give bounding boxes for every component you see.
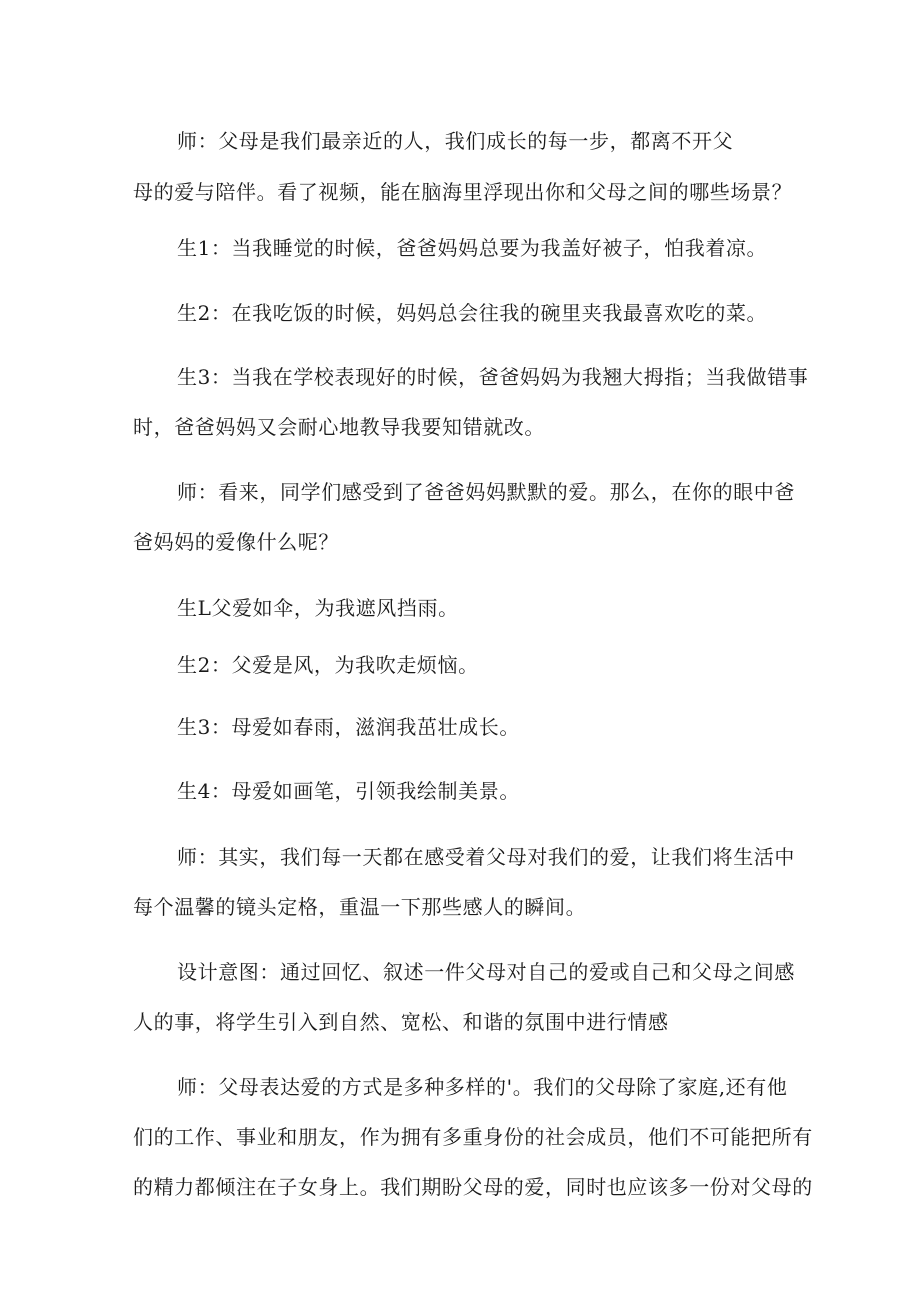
paragraph-line: 人的事，将学生引入到自然、宽松、和谐的氛围中进行情感: [133, 1010, 669, 1034]
paragraph-line: 时，爸爸妈妈又会耐心地教导我要知错就改。: [133, 415, 545, 439]
paragraph-line: 生1：当我睡觉的时候，爸爸妈妈总要为我盖好被子，怕我着凉。: [177, 236, 768, 260]
paragraph-line: 生2：父爱是风，为我吹走烦恼。: [177, 653, 479, 677]
paragraph-line: 师：其实，我们每一天都在感受着父母对我们的爱，让我们将生活中: [177, 845, 795, 869]
paragraph-line: 生3：母爱如春雨，滋润我茁壮成长。: [177, 715, 520, 739]
paragraph-line: 生4：母爱如画笔，引领我绘制美景。: [177, 779, 520, 803]
paragraph-line: 们的工作、事业和朋友，作为拥有多重身份的社会成员，他们不可能把所有: [133, 1125, 813, 1149]
paragraph-line: 设计意图：通过回忆、叙述一件父母对自己的爱或自己和父母之间感: [177, 960, 795, 984]
paragraph-line: 的精力都倾注在子女身上。我们期盼父母的爱，同时也应该多一份对父母的: [133, 1175, 813, 1199]
paragraph-line: 生3：当我在学校表现好的时候，爸爸妈妈为我翘大拇指；当我做错事: [177, 365, 809, 389]
paragraph-line: 母的爱与陪伴。看了视频，能在脑海里浮现出你和父母之间的哪些场景？: [133, 180, 793, 204]
paragraph-line: 每个温馨的镜头定格，重温一下那些感人的瞬间。: [133, 895, 587, 919]
paragraph-line: 师：看来，同学们感受到了爸爸妈妈默默的爱。那么，在你的眼中爸: [177, 480, 795, 504]
paragraph-line: 师：父母表达爱的方式是多种多样的'。我们的父母除了家庭,还有他: [177, 1075, 788, 1099]
paragraph-line: 师：父母是我们最亲近的人，我们成长的每一步，都离不开父: [177, 129, 734, 153]
paragraph-line: 生2：在我吃饭的时候，妈妈总会往我的碗里夹我最喜欢吃的菜。: [177, 301, 768, 325]
paragraph-line: 生L父爱如伞，为我遮风挡雨。: [177, 596, 459, 620]
paragraph-line: 爸妈妈的爱像什么呢？: [133, 530, 339, 554]
